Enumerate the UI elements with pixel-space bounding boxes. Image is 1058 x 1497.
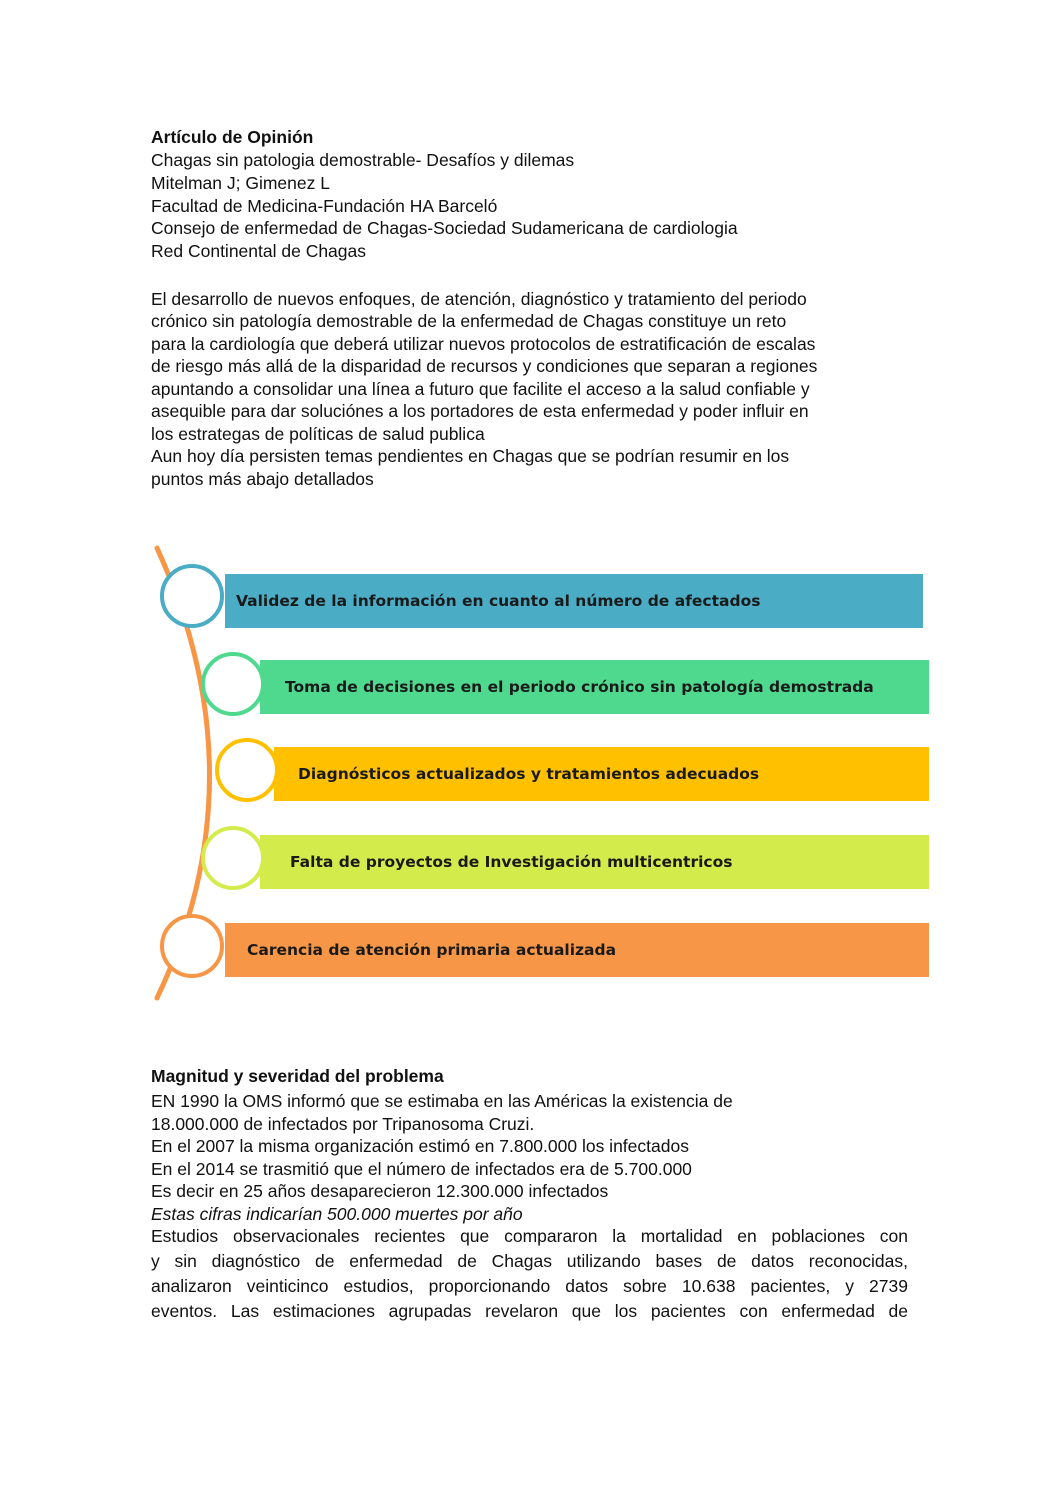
issues-diagram: [0, 540, 1058, 1010]
diagram-bar-2: [274, 747, 929, 801]
section-justified-line: analizaron veinticinco estudios, proporcionando datos sobre 10.638 pacientes, y 2739: [151, 1276, 908, 1296]
diagram-bar-label: Carencia de atención primaria actualizada: [247, 941, 617, 959]
intro-line: los estrategas de políticas de salud publica: [151, 424, 485, 444]
section-justified-line: eventos. Las estimaciones agrupadas revelaron que los pacientes con enfermedad de: [151, 1301, 908, 1321]
intro-line: crónico sin patología demostrable de la enfermedad de Chagas constituye un reto: [151, 311, 787, 331]
diagram-circle-1: [201, 652, 265, 716]
section-line: Es decir en 25 años desaparecieron 12.300.000 infectados: [151, 1181, 609, 1201]
diagram-bar-label: Validez de la información en cuanto al número de afectados: [236, 592, 761, 610]
affiliation-3: Red Continental de Chagas: [151, 241, 367, 261]
intro-line: asequible para dar soluciónes a los portadores de esta enfermedad y poder influir en: [151, 401, 809, 421]
affiliation-2: Consejo de enfermedad de Chagas-Sociedad Sudamericana de cardiologia: [151, 218, 738, 238]
section-line: 18.000.000 de infectados por Tripanosoma Cruzi.: [151, 1114, 535, 1134]
section-heading: Magnitud y severidad del problema: [151, 1066, 444, 1086]
section-line: EN 1990 la OMS informó que se estimaba en las Américas la existencia de: [151, 1091, 733, 1111]
diagram-circle-4: [160, 914, 224, 978]
diagram-bar-0: [225, 574, 923, 628]
article-title: Chagas sin patologia demostrable- Desafíos y dilemas: [151, 150, 575, 170]
section-line: En el 2014 se trasmitió que el número de infectados era de 5.700.000: [151, 1159, 692, 1179]
article-authors: Mitelman J; Gimenez L: [151, 173, 330, 193]
section-justified-line: Estudios observacionales recientes que compararon la mortalidad en poblaciones con: [151, 1226, 908, 1246]
affiliation-1: Facultad de Medicina-Fundación HA Barceló: [151, 196, 498, 216]
diagram-circle-2: [215, 738, 279, 802]
article-type: Artículo de Opinión: [151, 127, 314, 147]
diagram-bar-label: Toma de decisiones en el periodo crónico sin patología demostrada: [285, 678, 874, 696]
diagram-circle-0: [160, 564, 224, 628]
intro-line: El desarrollo de nuevos enfoques, de atención, diagnóstico y tratamiento del periodo: [151, 289, 807, 309]
diagram-bar-label: Falta de proyectos de Investigación multicentricos: [290, 853, 733, 871]
intro-line: Aun hoy día persisten temas pendientes en Chagas que se podrían resumir en los: [151, 446, 790, 466]
section-line: En el 2007 la misma organización estimó en 7.800.000 los infectados: [151, 1136, 689, 1156]
intro-line: apuntando a consolidar una línea a futuro que facilite el acceso a la salud confiable y: [151, 379, 810, 399]
diagram-bar-label: Diagnósticos actualizados y tratamientos adecuados: [298, 765, 760, 783]
diagram-bar-4: [225, 923, 929, 977]
intro-line: para la cardiología que deberá utilizar nuevos protocolos de estratificación de escalas: [151, 334, 816, 354]
diagram-circle-3: [201, 826, 265, 890]
section-justified-line: y sin diagnóstico de enfermedad de Chagas utilizando bases de datos reconocidas,: [151, 1251, 908, 1271]
section-italic-line: Estas cifras indicarían 500.000 muertes por año: [151, 1204, 523, 1224]
intro-line: de riesgo más allá de la disparidad de recursos y condiciones que separan a regiones: [151, 356, 818, 376]
diagram-bar-1: [260, 660, 929, 714]
intro-line: puntos más abajo detallados: [151, 469, 374, 489]
diagram-bar-3: [260, 835, 929, 889]
